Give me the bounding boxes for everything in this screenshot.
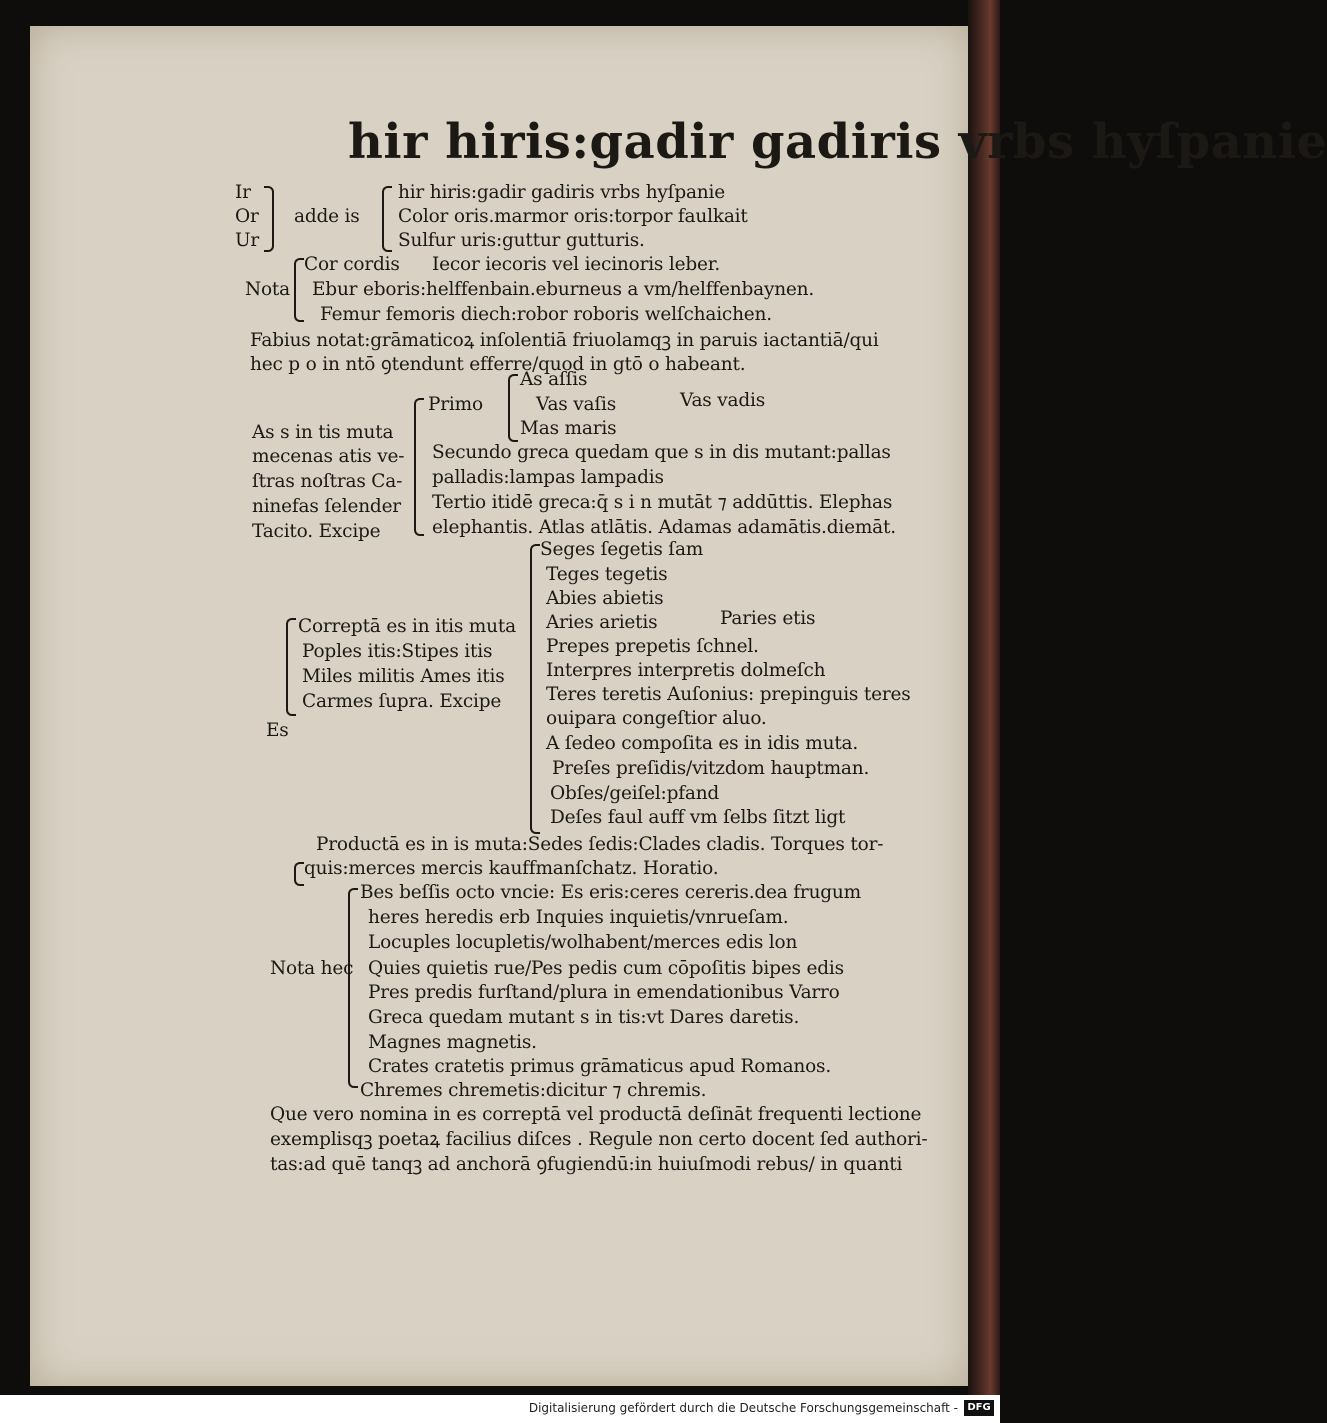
text-line: Iecor iecoris vel iecinoris leber. [432, 254, 721, 275]
text-line: Obſes/geiſel:pfand [550, 783, 720, 804]
text-line: Pres predis furſtand/plura in emendationibus Varro [368, 982, 840, 1003]
text-line: heres heredis erb Inquies inquietis/vnrueſam. [368, 907, 789, 928]
text-line: Mas maris [520, 418, 617, 439]
text-line: Vas vaſis [536, 394, 617, 415]
text-line: Magnes magnetis. [368, 1032, 537, 1053]
text-line: elephantis. Atlas atlātis. Adamas adamātis.diemāt. [432, 517, 896, 538]
text-line: Es [266, 720, 289, 741]
text-line: Chremes chremetis:dicitur ⁊ chremis. [360, 1080, 707, 1101]
text-line: Quies quietis rue/Pes pedis cum cōpoſitis bipes edis [368, 958, 844, 979]
text-line: Ur [235, 230, 260, 251]
text-line: Primo [428, 394, 483, 415]
text-line: ninefas ſelender [252, 496, 401, 517]
text-line: mecenas atis ve- [252, 446, 405, 467]
page-title: hir hiris:gadir gadiris vrbs hyſpanie [348, 114, 1327, 170]
brace [286, 618, 296, 716]
text-line: Secundo greca quedam que s in dis mutant:pallas [432, 442, 891, 463]
text-line: Femur femoris diech:robor roboris welſchaichen. [320, 304, 772, 325]
text-line: Locuples locupletis/wolhabent/merces edis lon [368, 932, 798, 953]
book-edge [968, 0, 1000, 1395]
text-line: Preſes preſidis/vitzdom hauptman. [552, 758, 870, 779]
footer-credit: Digitalisierung gefördert durch die Deutsche Forschungsgemeinschaft - [528, 1401, 958, 1415]
text-line: Poples itis:Stipes itis [302, 641, 493, 662]
text-line: Color oris.marmor oris:torpor faulkait [398, 206, 748, 227]
text-line: palladis:lampas lampadis [432, 467, 664, 488]
dfg-logo: DFG [964, 1400, 994, 1416]
text-line: Bes beſſis octo vncie: Es eris:ceres cereris.dea frugum [360, 882, 861, 903]
text-line: Ir [235, 182, 251, 203]
text-line: Greca quedam mutant s in tis:vt Dares daretis. [368, 1007, 800, 1028]
text-line: Paries etis [720, 608, 816, 629]
text-line: Ebur eboris:helffenbain.eburneus a vm/helffenbaynen. [312, 279, 815, 300]
brace [382, 186, 392, 252]
text-line: Sulfur uris:guttur gutturis. [398, 230, 645, 251]
text-line: Carmes ſupra. Excipe [302, 691, 502, 712]
text-line: Fabius notat:grāmaticoꝝ inſolentiā friuolamqꝫ in paruis iactantiā/qui [250, 330, 879, 351]
text-line: adde is [294, 206, 360, 227]
brace [294, 258, 304, 322]
text-line: hir hiris:gadir gadiris vrbs hyſpanie [398, 182, 725, 203]
text-line: Teges tegetis [546, 564, 668, 585]
brace [530, 544, 540, 834]
text-line: ouipara congeſtior aluo. [546, 708, 767, 729]
text-line: Interpres interpretis dolmeſch [546, 660, 826, 681]
text-line: quis:merces mercis kauffmanſchatz. Horatio. [304, 858, 719, 879]
text-line: Tertio itidē greca:q̄ s i n mutāt ⁊ addūttis. Elephas [432, 492, 893, 513]
text-line: Vas vadis [680, 390, 766, 411]
text-line: Miles militis Ames itis [302, 666, 505, 687]
text-line: hec p o in ntō ꝯtendunt efferre/quod in gtō o habeant. [250, 354, 746, 375]
text-line: exemplisqꝫ poetaꝝ facilius diſces . Regule non certo docent ſed authori- [270, 1129, 928, 1150]
text-line: A ſedeo compoſita es in idis muta. [546, 733, 859, 754]
brace [264, 186, 274, 252]
text-line: Deſes faul auff vm ſelbs ſitzt ligt [550, 807, 846, 828]
text-line: tas:ad quē tanqꝫ ad anchorā ꝯfugiendū:in huiuſmodi rebus/ in quanti [270, 1154, 903, 1175]
text-line: Productā es in is muta:Sedes ſedis:Clades cladis. Torques tor- [316, 834, 884, 855]
brace [294, 862, 304, 886]
text-line: Correptā es in itis muta [298, 616, 516, 637]
footer-bar [0, 1395, 1000, 1423]
text-line: Aries arietis [546, 612, 658, 633]
brace [348, 888, 358, 1088]
text-line: As s in tis muta [252, 422, 394, 443]
text-line: Prepes prepetis ſchnel. [546, 636, 759, 657]
text-line: Abies abietis [546, 588, 664, 609]
text-line: ſtras noſtras Ca- [252, 471, 403, 492]
brace [508, 374, 518, 442]
text-line: Crates cratetis primus grāmaticus apud Romanos. [368, 1056, 832, 1077]
text-line: Or [235, 206, 259, 227]
document-page [30, 26, 1327, 1386]
text-line: Tacito. Excipe [252, 521, 381, 542]
text-line: Cor cordis [304, 254, 400, 275]
text-line: Nota hec [270, 958, 354, 979]
text-line: Seges ſegetis ſam [540, 539, 704, 560]
text-line: As aſſis [520, 369, 588, 390]
text-line: Que vero nomina in es correptā vel productā deſināt frequenti lectione [270, 1104, 922, 1125]
text-line: Teres teretis Auſonius: prepinguis teres [546, 684, 911, 705]
brace [414, 398, 424, 536]
text-line: Nota [245, 279, 290, 300]
